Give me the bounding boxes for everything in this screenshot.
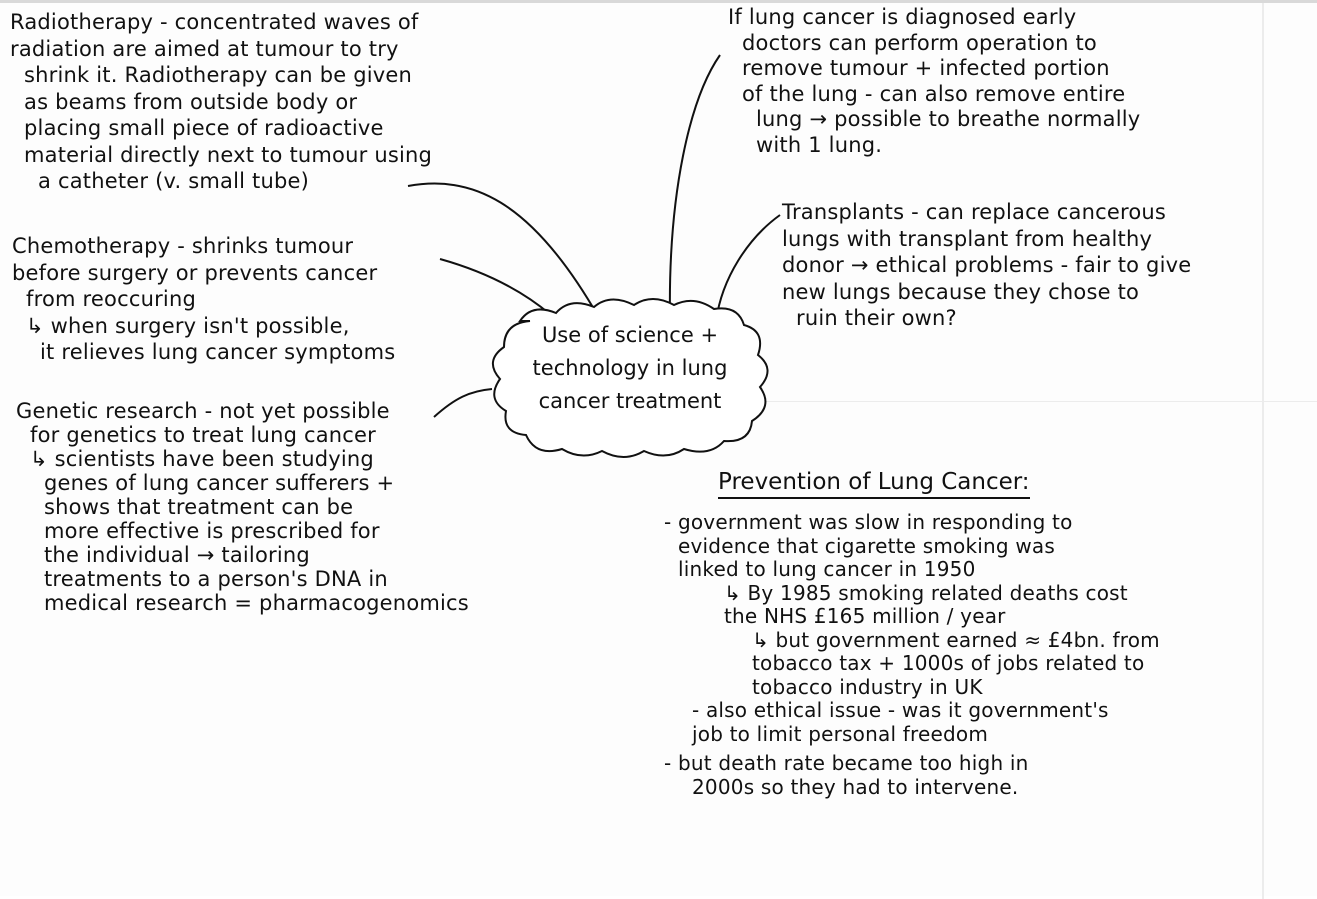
note-line: - but death rate became too high in: [664, 751, 1029, 775]
radiotherapy-note: [10, 9, 432, 195]
note-line: from reoccuring: [26, 287, 196, 311]
note-line: remove tumour + infected portion: [742, 56, 1110, 80]
hub-line: cancer treatment: [538, 389, 722, 413]
note-line: Chemotherapy - shrinks tumour: [12, 234, 354, 258]
note-line: before surgery or prevents cancer: [12, 260, 378, 285]
transplants-note: [782, 199, 1191, 332]
note-line: shows that treatment can be: [44, 495, 354, 519]
note-line: lungs with transplant from healthy: [782, 226, 1153, 251]
connector-radiotherapy: [408, 184, 598, 316]
note-line: with 1 lung.: [756, 132, 883, 157]
note-line: Radiotherapy - concentrated waves of: [10, 10, 419, 34]
note-line: of the lung - can also remove entire: [742, 81, 1126, 106]
note-line: as beams from outside body or: [24, 89, 358, 114]
connector-transplants: [716, 215, 780, 321]
note-line: doctors can perform operation to: [742, 30, 1097, 55]
note-line: donor → ethical problems - fair to give: [782, 253, 1192, 277]
surgery-note: [728, 5, 1140, 158]
note-line: a catheter (v. small tube): [38, 169, 310, 193]
note-line: treatments to a person's DNA in: [44, 567, 388, 591]
note-line: tobacco industry in UK: [752, 674, 983, 699]
note-line: Genetic research - not yet possible: [16, 399, 390, 423]
connector-surgery: [670, 55, 720, 319]
note-line: more effective is prescribed for: [44, 519, 380, 543]
note-line: shrink it. Radiotherapy can be given: [24, 63, 413, 87]
hub-topic: [490, 319, 770, 418]
note-line: ↳ scientists have been studying: [30, 447, 374, 471]
note-line: lung → possible to breathe normally: [756, 107, 1141, 131]
hub-line: Use of science +: [541, 323, 719, 347]
note-line: Transplants - can replace cancerous: [782, 200, 1167, 224]
note-line: material directly next to tumour using: [24, 142, 433, 167]
note-line: genes of lung cancer sufferers +: [44, 471, 395, 495]
note-line: ↳ By 1985 smoking related deaths cost: [724, 580, 1128, 605]
note-line: the NHS £165 million / year: [724, 604, 1006, 628]
note-line: If lung cancer is diagnosed early: [728, 5, 1077, 29]
genetic-research-note: [16, 399, 469, 615]
note-line: ↳ but government earned ≈ £4bn. from: [752, 627, 1160, 652]
prevention-heading: Prevention of Lung Cancer:: [718, 469, 1030, 499]
hub-line: technology in lung: [532, 356, 728, 380]
note-line: 2000s so they had to intervene.: [692, 774, 1019, 799]
note-line: radiation are aimed at tumour to try: [10, 36, 399, 61]
connector-chemotherapy: [440, 259, 551, 315]
note-line: tobacco tax + 1000s of jobs related to: [752, 651, 1145, 675]
chemotherapy-note: [12, 233, 395, 366]
note-line: the individual → tailoring: [44, 543, 310, 567]
note-line: it relieves lung cancer symptoms: [40, 340, 396, 364]
note-line: ↳ when surgery isn't possible,: [26, 313, 350, 338]
note-line: ruin their own?: [796, 306, 957, 330]
note-line: - also ethical issue - was it government's: [692, 698, 1109, 722]
note-line: medical research = pharmacogenomics: [44, 591, 469, 615]
note-line: - government was slow in responding to: [664, 510, 1073, 534]
note-line: job to limit personal freedom: [692, 721, 989, 746]
note-line: placing small piece of radioactive: [24, 116, 384, 140]
note-line: for genetics to treat lung cancer: [30, 423, 377, 447]
note-line: linked to lung cancer in 1950: [678, 557, 976, 581]
prevention-note: [664, 511, 1160, 799]
note-line: evidence that cigarette smoking was: [678, 533, 1055, 558]
note-line: new lungs because they chose to: [782, 279, 1140, 304]
